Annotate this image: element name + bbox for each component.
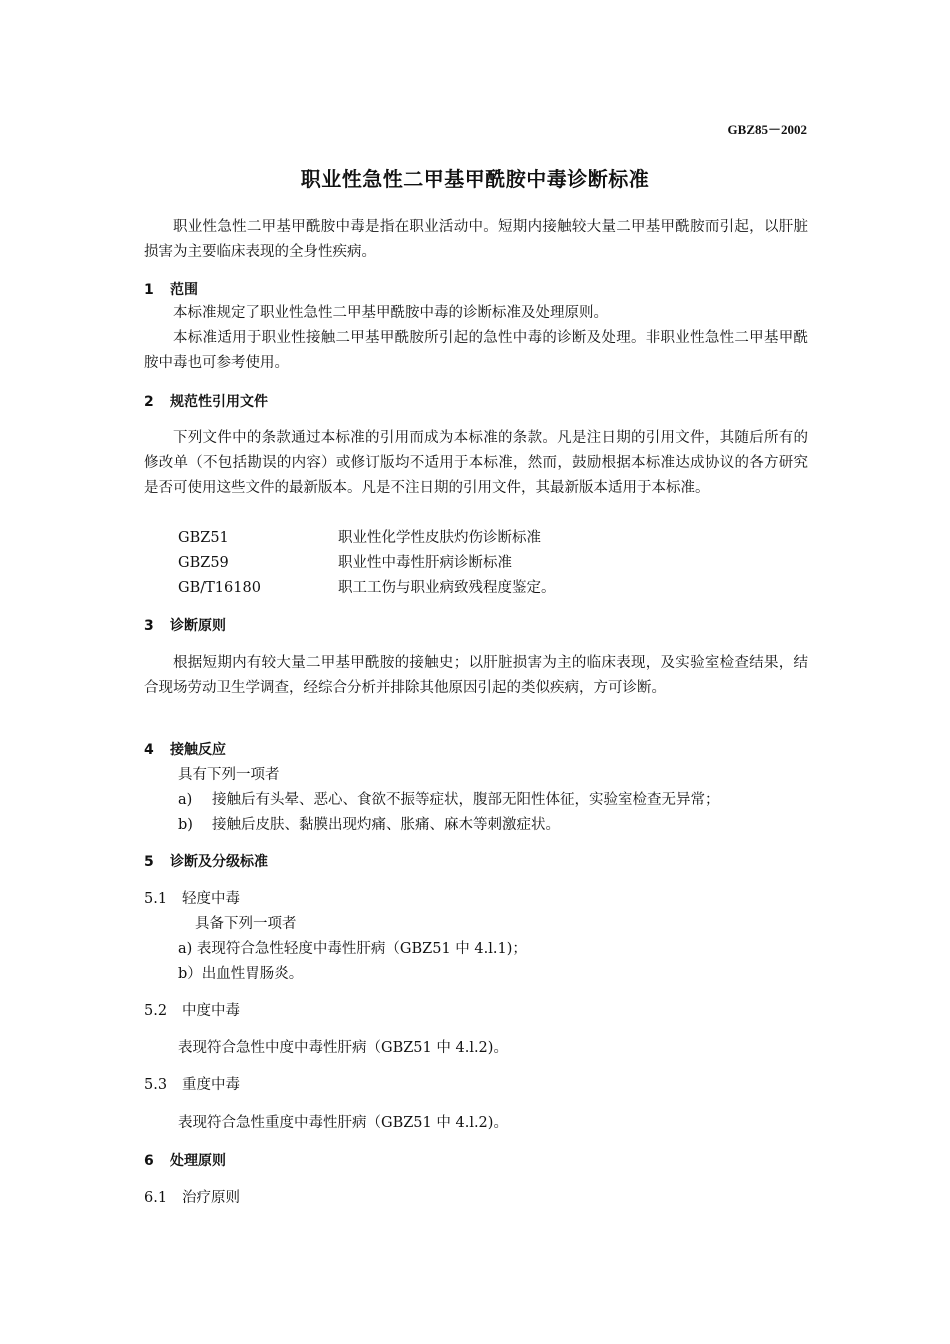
section-5-heading: [144, 852, 268, 872]
subsection-5-1-heading: [144, 889, 240, 909]
section-2-heading: [144, 392, 268, 412]
section-6-heading: [144, 1151, 226, 1171]
subsection-5-2-text: 表现符合急性中度中毒性肝病（GBZ51 中 4.l.2)。: [178, 1040, 508, 1056]
subsection-number: 5.1: [144, 891, 168, 907]
section-title: 诊断及分级标准: [170, 854, 268, 870]
section-title: 诊断原则: [170, 618, 226, 634]
subsection-6-1-heading: [144, 1188, 240, 1208]
subsection-5-2-heading: [144, 1001, 240, 1021]
section-3-heading: [144, 616, 226, 636]
reference-code: GB/T16180: [178, 580, 261, 596]
section-3-paragraph: 根据短期内有较大量二甲基甲酰胺的接触史；以肝脏损害为主的临床表现，及实验室检查结果，结合现场劳动卫生学调查，经综合分析并排除其他原因引起的类似疾病，方可诊断。: [144, 655, 808, 696]
subsection-5-3-heading: [144, 1075, 240, 1095]
section-number: 4: [144, 742, 154, 758]
reference-name: 职业性中毒性肝病诊断标准: [338, 555, 512, 571]
document-code: GBZ85－2002: [727, 122, 807, 137]
section-number: 2: [144, 394, 154, 410]
section-number: 6: [144, 1153, 154, 1169]
reference-name: 职业性化学性皮肤灼伤诊断标准: [338, 530, 541, 546]
subsection-number: 6.1: [144, 1190, 168, 1206]
subsection-5-3-text: 表现符合急性重度中毒性肝病（GBZ51 中 4.l.2)。: [178, 1115, 508, 1131]
reference-code: GBZ51: [178, 530, 229, 546]
reference-name: 职工工伤与职业病致残程度鉴定。: [338, 580, 556, 596]
section-title: 规范性引用文件: [170, 394, 268, 410]
section-title: 接触反应: [170, 742, 226, 758]
list-item: [178, 815, 560, 835]
section-title: 范围: [170, 282, 198, 298]
section-number: 1: [144, 282, 154, 298]
section-1-paragraph-2: 本标准适用于职业性接触二甲基甲酰胺所引起的急性中毒的诊断及处理。非职业性急性二甲基甲酰胺中毒也可参考使用。: [144, 330, 808, 371]
section-2-paragraph: 下列文件中的条款通过本标准的引用而成为本标准的条款。凡是注日期的引用文件，其随后所有的修改单（不包括勘误的内容）或修订版均不适用于本标准，然而，鼓励根据本标准达成协议的各方研究是否可使用这些文件的最新版本。凡是不注日期的引用文件，其最新版本适用于本标准。: [144, 430, 808, 496]
section-title: 处理原则: [170, 1153, 226, 1169]
section-1-paragraph-1: 本标准规定了职业性急性二甲基甲酰胺中毒的诊断标准及处理原则。: [173, 305, 608, 321]
subsection-5-1-lead: 具备下列一项者: [195, 916, 297, 932]
subsection-number: 5.3: [144, 1077, 168, 1093]
intro-paragraph: 职业性急性二甲基甲酰胺中毒是指在职业活动中。短期内接触较大量二甲基甲酰胺而引起，以肝脏损害为主要临床表现的全身性疾病。: [144, 219, 808, 260]
section-number: 5: [144, 854, 154, 870]
section-4-heading: [144, 740, 226, 760]
list-item-letter: a): [178, 792, 193, 808]
list-item: [178, 790, 720, 810]
subsection-title: 重度中毒: [182, 1077, 240, 1093]
subsection-number: 5.2: [144, 1003, 168, 1019]
subsection-title: 轻度中毒: [182, 891, 240, 907]
list-item-text: 接触后皮肤、黏膜出现灼痛、胀痛、麻木等刺激症状。: [212, 817, 560, 833]
list-item: b）出血性胃肠炎。: [178, 966, 304, 982]
section-number: 3: [144, 618, 154, 634]
section-1-heading: [144, 280, 198, 300]
subsection-title: 治疗原则: [182, 1190, 240, 1206]
list-item-text: 接触后有头晕、恶心、食欲不振等症状，腹部无阳性体征，实验室检查无异常；: [212, 792, 720, 808]
list-item-letter: b): [178, 817, 193, 833]
list-item: a) 表现符合急性轻度中毒性肝病（GBZ51 中 4.l.1)；: [178, 941, 527, 957]
subsection-title: 中度中毒: [182, 1003, 240, 1019]
section-4-lead: 具有下列一项者: [178, 767, 280, 783]
reference-code: GBZ59: [178, 555, 229, 571]
page-title: 职业性急性二甲基甲酰胺中毒诊断标准: [300, 167, 650, 191]
